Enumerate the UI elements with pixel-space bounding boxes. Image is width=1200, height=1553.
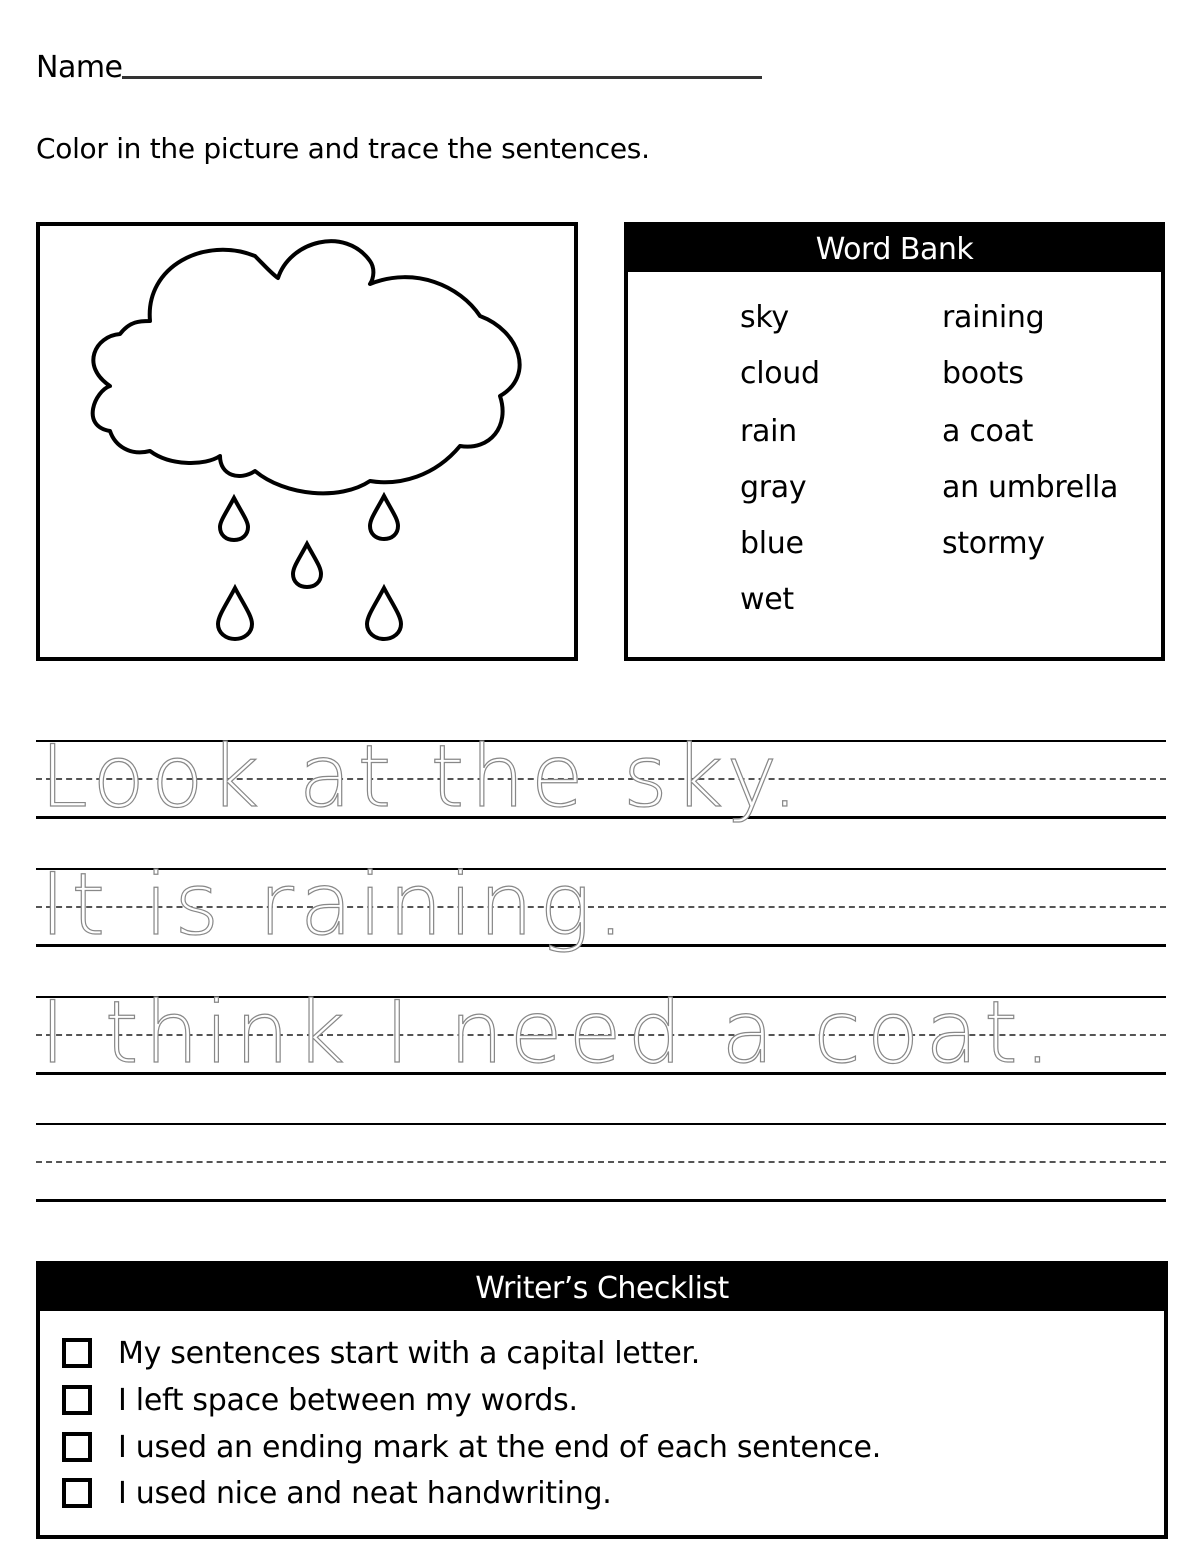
word-bank-word: boots	[942, 356, 1024, 391]
word-bank-word: sky	[740, 300, 789, 335]
checkbox[interactable]	[62, 1478, 92, 1508]
name-write-line[interactable]	[122, 76, 762, 79]
rain-cloud-icon	[40, 226, 574, 657]
raindrop	[367, 588, 401, 639]
coloring-picture-box[interactable]	[36, 222, 578, 661]
checklist-item	[62, 1473, 611, 1513]
tracing-row[interactable]	[36, 855, 1166, 955]
trace-sentence: It is raining.	[40, 855, 631, 955]
checklist-title: Writer’s Checklist	[40, 1265, 1164, 1311]
raindrop	[293, 544, 321, 587]
tracing-row[interactable]	[36, 727, 1166, 827]
checklist-item-text: I left space between my words.	[118, 1382, 578, 1418]
cloud-outline	[93, 241, 520, 493]
checklist-item	[62, 1427, 881, 1467]
dashed-midline	[36, 1161, 1166, 1163]
word-bank-word: raining	[942, 300, 1045, 335]
writers-checklist	[36, 1261, 1168, 1539]
raindrop	[370, 496, 398, 539]
checklist-item-text: I used nice and neat handwriting.	[118, 1475, 612, 1511]
writing-row[interactable]	[36, 1123, 1166, 1203]
checklist-item-text: I used an ending mark at the end of each sentence.	[118, 1429, 881, 1465]
trace-sentence: I think I need a coat.	[40, 983, 1058, 1083]
checkbox[interactable]	[62, 1385, 92, 1415]
word-bank-word: blue	[740, 526, 804, 561]
checklist-item-text: My sentences start with a capital letter.	[118, 1335, 701, 1371]
raindrop	[218, 588, 252, 639]
word-bank-word: gray	[740, 470, 807, 505]
word-bank-word: stormy	[942, 526, 1045, 561]
checkbox[interactable]	[62, 1432, 92, 1462]
word-bank-word: wet	[740, 582, 794, 617]
tracing-row[interactable]	[36, 983, 1166, 1083]
instructions: Color in the picture and trace the sentences.	[36, 132, 650, 165]
raindrop	[220, 498, 248, 540]
checkbox[interactable]	[62, 1338, 92, 1368]
checklist-item	[62, 1333, 700, 1373]
base-line	[36, 1199, 1166, 1202]
word-bank-word: a coat	[942, 414, 1034, 449]
name-label: Name	[36, 50, 123, 85]
checklist-item	[62, 1380, 578, 1420]
word-bank-word: rain	[740, 414, 797, 449]
word-bank-title: Word Bank	[628, 226, 1161, 272]
trace-sentence: Look at the sky.	[40, 727, 805, 827]
word-bank-word: cloud	[740, 356, 820, 391]
raindrops	[218, 496, 401, 639]
top-line	[36, 1123, 1166, 1125]
word-bank	[624, 222, 1165, 661]
word-bank-word: an umbrella	[942, 470, 1119, 505]
